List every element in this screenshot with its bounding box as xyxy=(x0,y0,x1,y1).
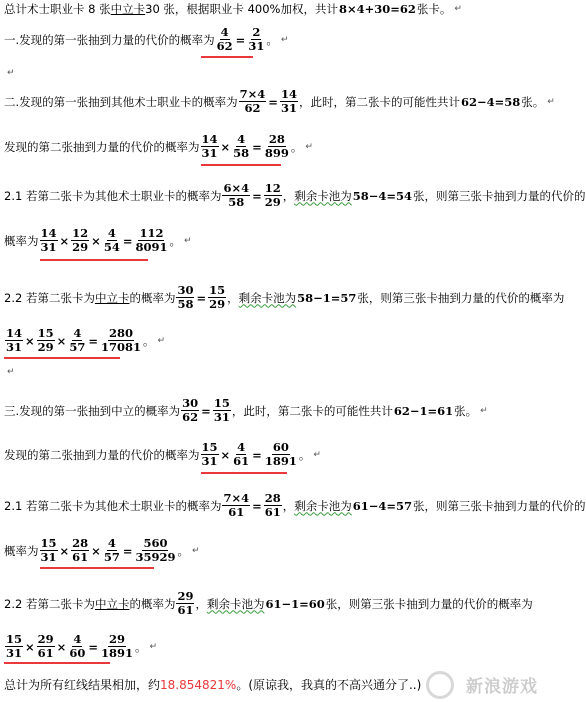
red-underline xyxy=(201,56,253,58)
red-underline xyxy=(40,567,154,569)
case3-line: 三.发现的第一张抽到中立的概率为 $\frac{30}{62}$ = $\frac{15}{31}$ ，此时，第二张卡的可能性共计 62−1=61 张。 ↵ xyxy=(4,396,488,424)
red-underline xyxy=(4,662,110,664)
case3-2-text3: 张，则第三张卡抽到力量的代价的概率为 xyxy=(325,596,533,611)
case2-2-text-a: 2.2 若第二张卡为 xyxy=(4,290,95,305)
intro-text-a: 总计术士职业卡 8 张 xyxy=(4,2,111,16)
case2-1-fraction-2: $\frac{12}{29}$ xyxy=(264,181,281,209)
case2-1-fraction-1: $\frac{6\times 4}{58}$ xyxy=(223,181,250,209)
case2-line: 二.发现的第一张抽到其他术士职业卡的概率为 $\frac{7\times 4}{62}$ = $\frac{14}{31}$ ，此时，第二张卡的可能性共计 62−4=58 张。 ↵ xyxy=(4,87,555,115)
case3-1-text4: 概率为 xyxy=(4,543,39,558)
case3-2-text2b: 剩余卡池为 xyxy=(206,596,265,611)
case3-1-expr: 61−4=57 xyxy=(352,498,413,513)
case3-text: 三.发现的第一张抽到中立的概率为 xyxy=(4,403,181,418)
case3-2-g1: $\frac{15}{31}$ xyxy=(6,632,23,660)
case1-fraction-1: $\frac{4}{62}$ xyxy=(216,25,233,53)
case3-1-end: 。 xyxy=(177,543,189,558)
case3-1-g4: $\frac{560}{35929}$ xyxy=(135,536,176,564)
summary-value: 18.854821% xyxy=(160,678,237,692)
case3-second-fraction-3: $\frac{60}{1891}$ xyxy=(264,440,297,468)
intro-expr: 8×4+30=62 xyxy=(338,2,416,16)
empty-line: ↵ xyxy=(7,367,15,377)
case3-2-g3: $\frac{4}{60}$ xyxy=(69,632,86,660)
case3-2-line-2: $\frac{15}{31}$ × $\frac{29}{61}$ × $\frac{4}{60}$ = $\frac{29}{1891}$ 。 ↵ xyxy=(6,632,158,660)
case2-second-line: 发现的第二张抽到力量的代价的概率为 $\frac{14}{31}$ × $\frac{4}{58}$ = $\frac{28}{899}$ 。 ↵ xyxy=(4,132,313,160)
red-underline xyxy=(201,164,281,166)
intro-line xyxy=(4,2,462,16)
intro-text-c: 30 张，根据职业卡 400%加权，共计 xyxy=(145,2,338,16)
empty-line: ↵ xyxy=(7,68,15,78)
sina-logo-icon xyxy=(426,671,454,699)
case1-fraction-2: $\frac{2}{31}$ xyxy=(248,25,265,53)
case3-fraction-2: $\frac{15}{31}$ xyxy=(213,396,230,424)
case2-1-line-2: 概率为 $\frac{14}{31}$ × $\frac{12}{29}$ × $\frac{4}{54}$ = $\frac{112}{8091}$ 。 ↵ xyxy=(4,226,192,254)
case3-second-fraction-1: $\frac{15}{31}$ xyxy=(201,440,218,468)
case3-2-line xyxy=(4,590,533,617)
case2-1-g1: $\frac{14}{31}$ xyxy=(40,226,57,254)
case2-1-text3: 张，则第三张卡抽到力量的代价的 xyxy=(413,188,586,203)
case2-text3: 张。 xyxy=(521,94,545,109)
red-underline xyxy=(201,472,287,474)
case2-1-end: 。 xyxy=(169,233,181,248)
case2-2-end: 。 xyxy=(142,333,155,348)
case2-second-fraction-3: $\frac{28}{899}$ xyxy=(264,132,289,160)
summary-text-a: 总计为所有红线结果相加，约 xyxy=(4,678,161,692)
case2-2-text3: 张，则第三张卡抽到力量的代价的概率为 xyxy=(357,290,565,305)
case2-2-g4: $\frac{280}{17081}$ xyxy=(100,326,141,354)
case2-2-text-c: 的概率为 xyxy=(129,290,176,305)
case3-2-neutral: 中立卡 xyxy=(94,596,130,611)
case3-1-line: 2.1 若第二张卡为其他术士职业卡的概率为 $\frac{7\times 4}{61}$ = $\frac{28}{61}$ ， 剩余卡池为 61−4=57 张，则第三张卡抽到力量的代价的 xyxy=(4,491,586,519)
case2-2-expr: 58−1=57 xyxy=(297,290,357,305)
case2-2-fraction-2: $\frac{15}{29}$ xyxy=(209,283,226,311)
case2-2-g3: $\frac{4}{57}$ xyxy=(69,326,86,354)
case3-1-g2: $\frac{28}{61}$ xyxy=(72,536,89,564)
case3-second-text: 发现的第二张抽到力量的代价的概率为 xyxy=(4,447,200,462)
case3-second-line: 发现的第二张抽到力量的代价的概率为 $\frac{15}{31}$ × $\frac{4}{61}$ = $\frac{60}{1891}$ 。 ↵ xyxy=(4,440,321,468)
case1-end: 。 xyxy=(266,32,278,47)
case3-expr: 62−1=61 xyxy=(393,403,454,418)
case3-second-fraction-2: $\frac{4}{61}$ xyxy=(233,440,250,468)
case2-1-g2: $\frac{12}{29}$ xyxy=(72,226,89,254)
case3-text2: ，此时，第二张卡的可能性共计 xyxy=(231,403,393,418)
case2-second-fraction-1: $\frac{14}{31}$ xyxy=(201,132,218,160)
case2-fraction-1: $\frac{7\times 4}{62}$ xyxy=(239,87,266,115)
case1-line: 一.发现的第一张抽到力量的代价的概率为 $\frac{4}{62}$ = $\frac{2}{31}$ 。 ↵ xyxy=(4,25,289,53)
intro-neutral-card: 中立卡 xyxy=(110,2,146,16)
case1-text: 一.发现的第一张抽到力量的代价的概率为 xyxy=(4,32,215,47)
intro-text-d: 张卡。 xyxy=(416,2,452,16)
summary-text-b: 。(原谅我，我真的不高兴通分了..) xyxy=(236,678,422,692)
case2-expr: 62−4=58 xyxy=(460,94,521,109)
watermark: 新浪游戏 xyxy=(466,677,538,697)
case2-2-text2a: ， xyxy=(227,290,239,305)
case3-fraction-1: $\frac{30}{62}$ xyxy=(182,396,199,424)
case2-2-g1: $\frac{14}{31}$ xyxy=(6,326,23,354)
case3-2-expr: 61−1=60 xyxy=(265,596,325,611)
case2-2-line-2: $\frac{14}{31}$ × $\frac{15}{29}$ × $\frac{4}{57}$ = $\frac{280}{17081}$ 。 ↵ xyxy=(6,326,166,354)
case2-1-text4: 概率为 xyxy=(4,233,39,248)
case2-1-text: 2.1 若第二张卡为其他术士职业卡的概率为 xyxy=(4,188,222,203)
case3-2-text-a: 2.2 若第二张卡为 xyxy=(4,596,95,611)
case2-2-text2b: 剩余卡池为 xyxy=(238,290,297,305)
case3-1-text2a: ， xyxy=(282,498,295,513)
case3-2-fraction-1: 29 61 xyxy=(177,589,194,617)
case3-1-fraction-2: $\frac{28}{61}$ xyxy=(264,491,281,519)
case3-second-end: 。 xyxy=(298,447,311,462)
case2-2-fraction-1: $\frac{30}{58}$ xyxy=(177,283,194,311)
case3-1-text: 2.1 若第二张卡为其他术士职业卡的概率为 xyxy=(4,498,222,513)
case2-1-line: 2.1 若第二张卡为其他术士职业卡的概率为 $\frac{6\times 4}{58}$ = $\frac{12}{29}$ ， 剩余卡池为 58−4=54 张，则第三张卡抽到力量的代价的 xyxy=(4,181,586,209)
case2-second-text: 发现的第二张抽到力量的代价的概率为 xyxy=(4,139,200,154)
case2-1-expr: 58−4=54 xyxy=(352,188,413,203)
case2-text: 二.发现的第一张抽到其他术士职业卡的概率为 xyxy=(4,94,238,109)
case3-2-g2: $\frac{29}{61}$ xyxy=(37,632,54,660)
case2-2-g2: $\frac{15}{29}$ xyxy=(37,326,54,354)
case3-text3: 张。 xyxy=(454,403,478,418)
case2-2-neutral: 中立卡 xyxy=(94,290,130,305)
case3-2-text2a: ， xyxy=(195,596,207,611)
case3-2-g4: $\frac{29}{1891}$ xyxy=(100,632,133,660)
case3-2-text-c: 的概率为 xyxy=(129,596,176,611)
case3-1-text3: 张，则第三张卡抽到力量的代价的 xyxy=(413,498,586,513)
case3-1-text2b: 剩余卡池为 xyxy=(294,498,352,513)
red-underline xyxy=(4,357,120,359)
case3-1-g3: $\frac{4}{57}$ xyxy=(103,536,120,564)
paragraph-mark: ↵ xyxy=(454,4,462,14)
case3-1-g1: $\frac{15}{31}$ xyxy=(40,536,57,564)
red-underline xyxy=(40,259,148,261)
case2-text2: ，此时，第二张卡的可能性共计 xyxy=(298,94,460,109)
case2-1-g4: $\frac{112}{8091}$ xyxy=(135,226,168,254)
case2-1-text2a: ， xyxy=(282,188,295,203)
case2-second-fraction-2: $\frac{4}{58}$ xyxy=(233,132,250,160)
case2-2-line: 2.2 若第二张卡为 中立卡 的概率为 $\frac{30}{58}$ = $\frac{15}{29}$ ， 剩余卡池为 58−1=57 张，则第三张卡抽到力量的代价的概率为 xyxy=(4,283,565,311)
case2-1-text2b: 剩余卡池为 xyxy=(294,188,352,203)
case3-2-end: 。 xyxy=(134,639,147,654)
case2-second-end: 。 xyxy=(290,139,303,154)
case3-1-line-2: 概率为 $\frac{15}{31}$ × $\frac{28}{61}$ × $\frac{4}{57}$ = $\frac{560}{35929}$ 。 ↵ xyxy=(4,536,200,564)
summary-line xyxy=(4,678,421,692)
case2-fraction-2: $\frac{14}{31}$ xyxy=(280,87,297,115)
case2-1-g3: $\frac{4}{54}$ xyxy=(103,226,120,254)
case3-1-fraction-1: $\frac{7\times 4}{61}$ xyxy=(223,491,250,519)
